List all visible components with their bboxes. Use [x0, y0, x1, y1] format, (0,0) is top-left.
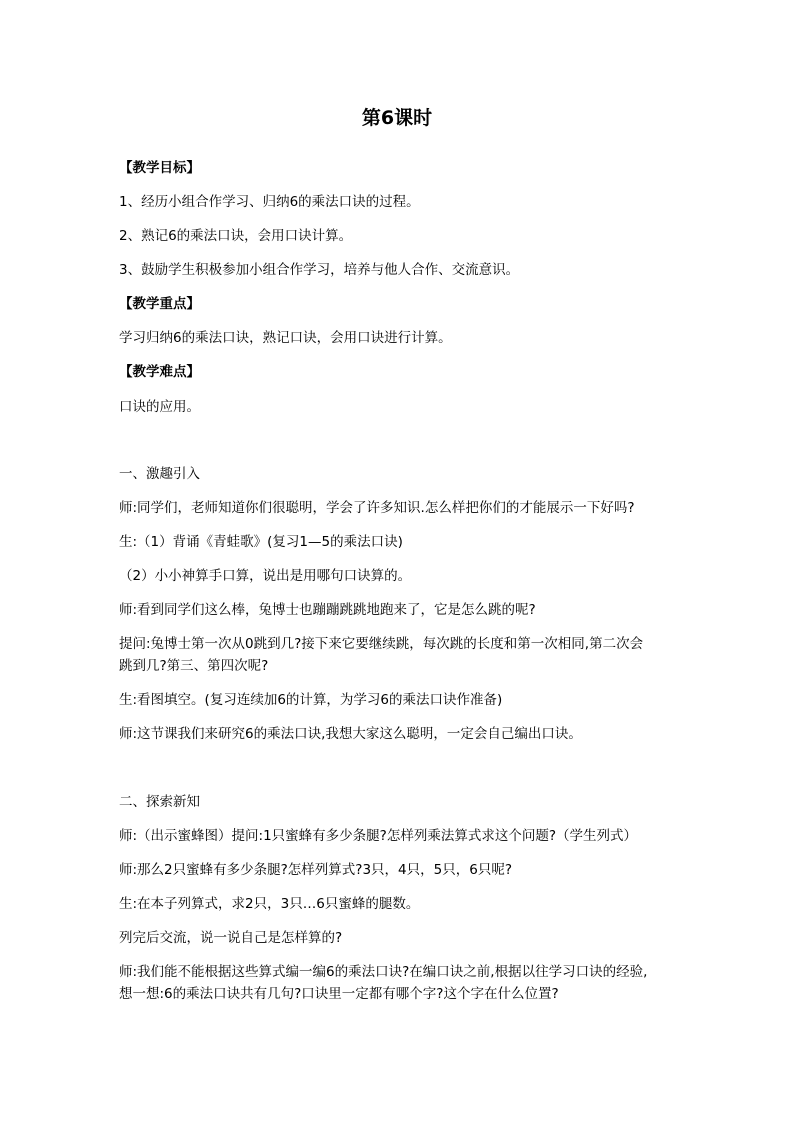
section-heading-explore: 二、探索新知	[119, 794, 200, 810]
paragraph-line: 生:在本子列算式，求2只，3只…6只蜜蜂的腿数。	[119, 896, 420, 912]
paragraph-line: 师:那么2只蜜蜂有多少条腿?怎样列算式?3只，4只，5只，6只呢?	[119, 862, 512, 878]
section-heading-difficulties: 【教学难点】	[119, 364, 200, 380]
section-heading-intro: 一、激趣引入	[119, 466, 200, 482]
paragraph-line: 生:看图填空。(复习连续加6的计算，为学习6的乘法口诀作准备)	[119, 692, 503, 708]
paragraph-line: 想一想:6的乘法口诀共有几句?口诀里一定都有哪个字?这个字在什么位置?	[119, 986, 559, 1002]
page-title: 第6课时	[361, 107, 433, 129]
paragraph-line: 师:（出示蜜蜂图）提问:1只蜜蜂有多少条腿?怎样列乘法算式求这个问题?（学生列式）	[119, 828, 638, 844]
paragraph-line: 跳到几?第三、第四次呢?	[119, 658, 269, 674]
paragraph-line: 师:我们能不能根据这些算式编一编6的乘法口诀?在编口诀之前,根据以往学习口诀的经验,	[119, 964, 648, 980]
section-heading-key-points: 【教学重点】	[119, 296, 200, 312]
paragraph-line: 口诀的应用。	[119, 399, 200, 415]
paragraph-line: 列完后交流，说一说自己是怎样算的?	[119, 930, 343, 946]
paragraph-line: 学习归纳6的乘法口诀，熟记口诀，会用口诀进行计算。	[119, 330, 452, 346]
paragraph-line: 3、鼓励学生积极参加小组合作学习，培养与他人合作、交流意识。	[119, 262, 520, 278]
section-heading-objectives: 【教学目标】	[119, 160, 200, 176]
paragraph-line: 1、经历小组合作学习、归纳6的乘法口诀的过程。	[119, 194, 420, 210]
paragraph-line: （2）小小神算手口算，说出是用哪句口诀算的。	[119, 568, 412, 584]
paragraph-line: 提问:兔博士第一次从0跳到几?接下来它要继续跳，每次跳的长度和第一次相同,第二次会	[119, 636, 644, 652]
paragraph-line: 师:看到同学们这么棒，兔博士也蹦蹦跳跳地跑来了，它是怎么跳的呢?	[119, 602, 536, 618]
paragraph-line: 2、熟记6的乘法口诀，会用口诀计算。	[119, 228, 353, 244]
paragraph-line: 师:这节课我们来研究6的乘法口诀,我想大家这么聪明，一定会自己编出口诀。	[119, 726, 582, 742]
paragraph-line: 师:同学们，老师知道你们很聪明，学会了许多知识.怎么样把你们的才能展示一下好吗?	[119, 500, 635, 516]
paragraph-line: 生:（1）背诵《青蛙歌》(复习1—5的乘法口诀)	[119, 534, 403, 550]
